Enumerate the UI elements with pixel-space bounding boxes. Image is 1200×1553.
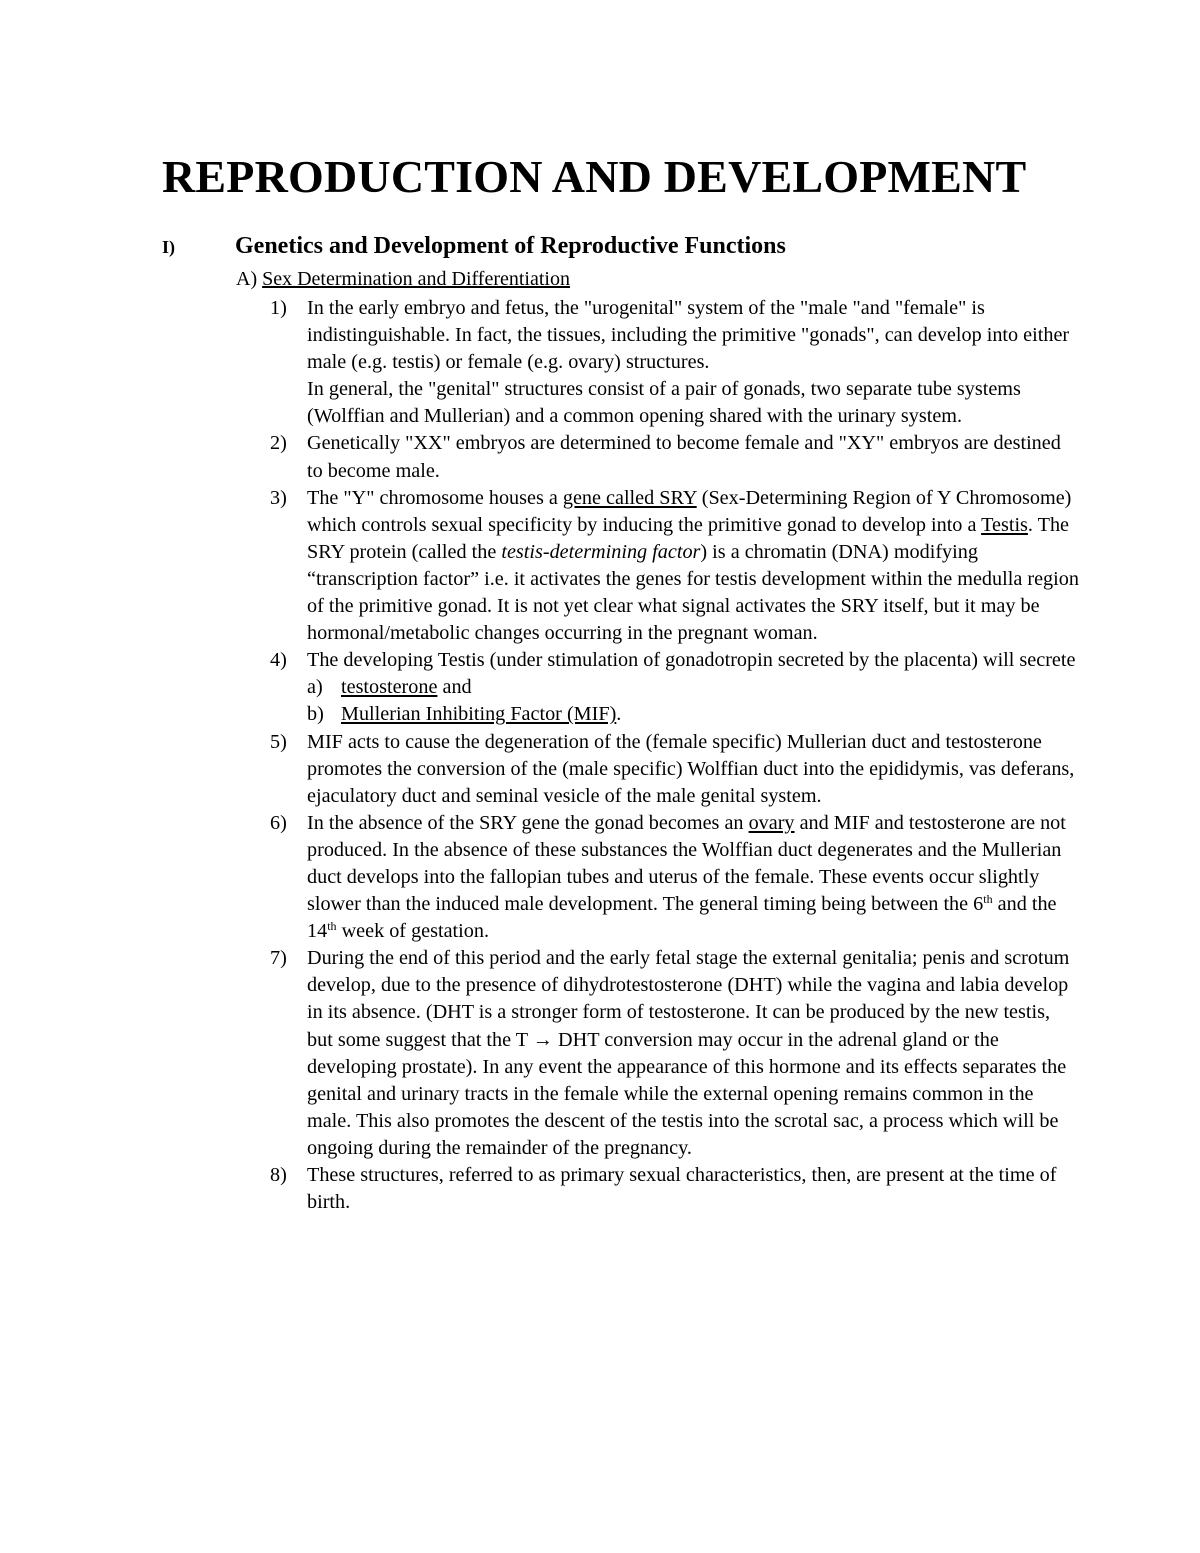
- underlined-term: testosterone: [341, 676, 438, 699]
- text-run: week of gestation.: [336, 920, 490, 943]
- document-title: REPRODUCTION AND DEVELOPMENT: [162, 151, 1027, 202]
- superscript: th: [327, 919, 337, 934]
- underlined-term: Mullerian Inhibiting Factor (MIF): [341, 703, 617, 726]
- section-title: Genetics and Development of Reproductive Functions: [235, 233, 786, 259]
- list-item: [270, 945, 1080, 1162]
- item-text: In the early embryo and fetus, the "urogenital" system of the "male "and "female" is indistinguishable. In fact, the tissues, including the primitive "gonads", can develop into either male (e.g. testis) or female (e.g. ovary) structures.: [307, 297, 1070, 374]
- text-run: DHT conversion may occur in the adrenal gland or the developing prostate). In any event the appearance of this hormone and its effects separates the genital and urinary tracts in the female while the external opening remains common in the male. This also promotes the descent of the testis into the scrotal sac, a process which will be ongoing during the remainder of the pregnancy.: [307, 1028, 1067, 1159]
- item-number: 3): [270, 486, 287, 509]
- sub-item-label: b): [307, 703, 324, 726]
- text-run: The "Y" chromosome houses a: [307, 486, 563, 509]
- item-text: These structures, referred to as primary sexual characteristics, then, are present at the time of birth.: [307, 1164, 1057, 1214]
- numbered-list: [270, 295, 1080, 1216]
- text-run: In the absence of the SRY gene the gonad becomes an: [307, 811, 749, 834]
- text-run: . The SRY protein (called the: [307, 513, 1070, 563]
- item-text: Genetically "XX" embryos are determined to become female and "XY" embryos are destined to become male.: [307, 432, 1061, 482]
- item-text: [307, 485, 1080, 648]
- sub-item: [307, 674, 1080, 701]
- item-number: 5): [270, 730, 287, 753]
- subsection-title: Sex Determination and Differentiation: [262, 268, 570, 290]
- item-number: 7): [270, 947, 287, 970]
- list-item: [270, 647, 1080, 728]
- list-item: [270, 295, 1080, 430]
- subsection-heading: [236, 268, 570, 291]
- underlined-term: ovary: [748, 811, 795, 834]
- superscript: th: [983, 892, 993, 907]
- list-item: [270, 810, 1080, 945]
- underlined-term: Testis: [981, 513, 1028, 536]
- sub-item: [307, 701, 1080, 728]
- text-run: and: [437, 676, 472, 699]
- item-text: [307, 945, 1080, 1162]
- item-number: 1): [270, 297, 287, 319]
- text-run: and MIF and testosterone are not produced. In the absence of these substances the Wolffian duct degenerates and the Mullerian duct develops into the fallopian tubes and uterus of the female. These events occur slightly slower than the induced male development. The general timing being between the 6: [307, 811, 1066, 916]
- text-run: (Sex-Determining Region of Y Chromosome) which controls sexual specificity by inducing the primitive gonad to develop into a: [307, 486, 1072, 536]
- list-item: [270, 729, 1080, 810]
- item-text: In general, the "genital" structures consist of a pair of gonads, two separate tube systems (Wolffian and Mullerian) and a common opening shared with the urinary system.: [307, 378, 1021, 428]
- item-number: 4): [270, 649, 287, 672]
- text-run: and the 14: [307, 893, 1057, 943]
- item-number: 2): [270, 432, 287, 455]
- item-text: MIF acts to cause the degeneration of the (female specific) Mullerian duct and testosterone promotes the conversion of the (male specific) Wolffian duct into the epididymis, vas deferans, ejaculatory duct and seminal vesicle of the male genital system.: [307, 730, 1075, 807]
- subsection-label: A): [236, 268, 258, 290]
- italic-term: testis-determining factor: [501, 540, 701, 563]
- section-number: I): [162, 237, 175, 257]
- item-text: [307, 810, 1080, 945]
- item-number: 6): [270, 811, 287, 834]
- list-item: [270, 1162, 1080, 1216]
- underlined-term: gene called SRY: [562, 486, 697, 509]
- item-number: 8): [270, 1164, 287, 1186]
- item-text: The developing Testis (under stimulation of gonadotropin secreted by the placenta) will secrete: [307, 649, 1076, 672]
- sub-item-label: a): [307, 676, 323, 699]
- list-item: [270, 485, 1080, 648]
- list-item: [270, 430, 1080, 484]
- text-run: .: [616, 703, 622, 726]
- arrow-icon: →: [532, 1028, 553, 1051]
- text-run: ) is a chromatin (DNA) modifying “transcription factor” i.e. it activates the genes for testis development within the medulla region of the primitive gonad. It is not yet clear what signal activates the SRY itself, but it may be hormonal/metabolic changes occurring in the pregnant woman.: [307, 540, 1079, 645]
- section-heading: [162, 233, 786, 260]
- text-run: During the end of this period and the early fetal stage the external genitalia; penis and scrotum develop, due to the presence of dihydrotestosterone (DHT) while the vagina and labia develop in its absence. (DHT is a stronger form of testosterone. It can be produced by the new testis, but some suggest that the T: [307, 947, 1070, 1051]
